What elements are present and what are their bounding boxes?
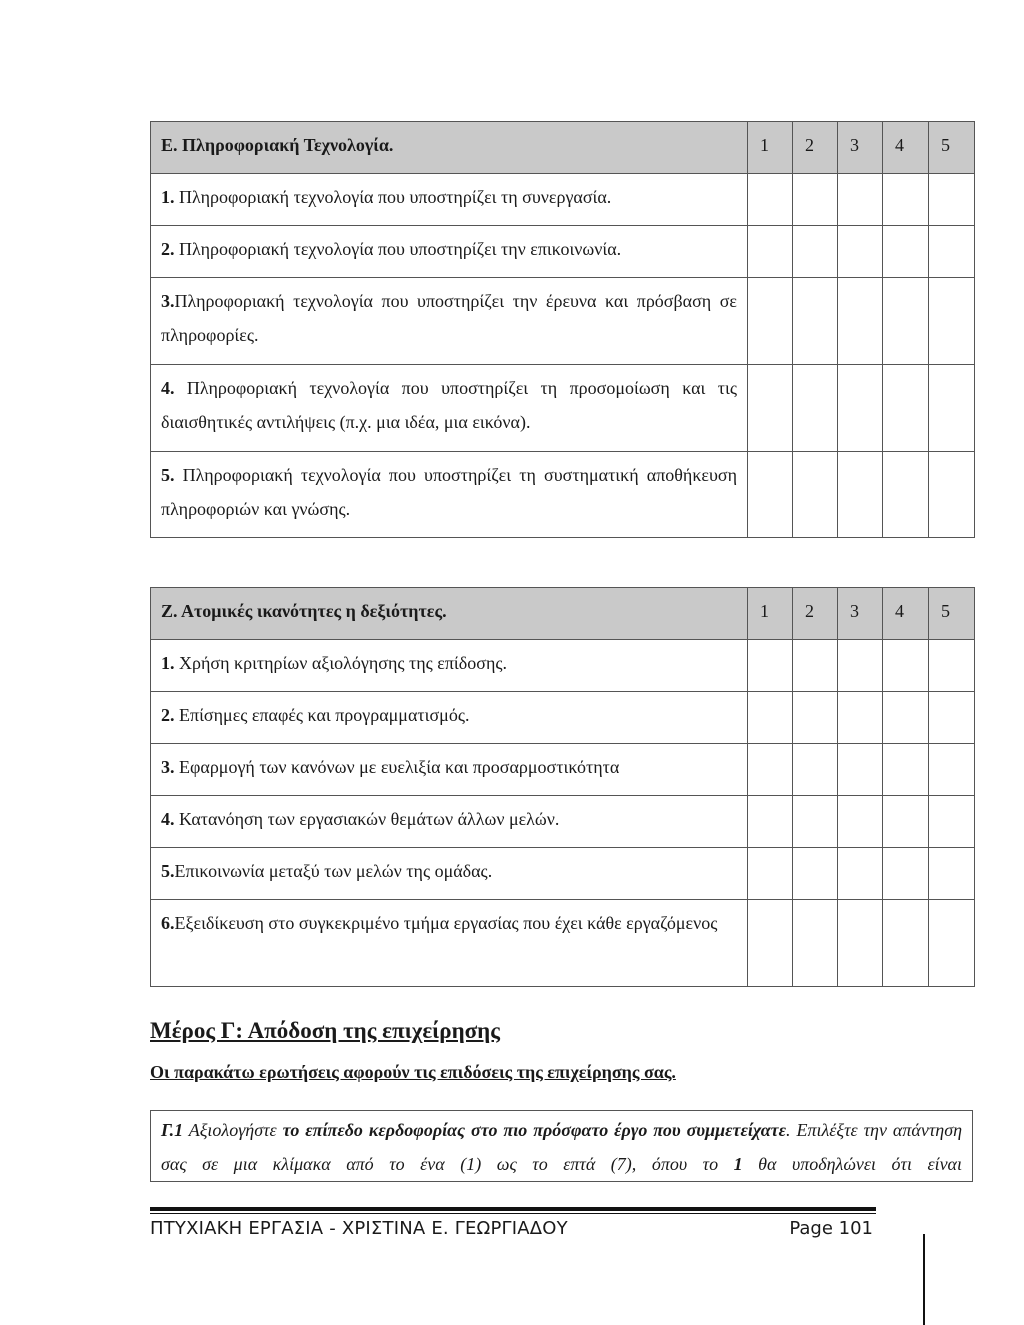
rating-cell-4[interactable]: [883, 796, 929, 848]
rating-cell-2[interactable]: [793, 900, 838, 987]
rating-cell-1[interactable]: [748, 226, 793, 278]
rating-cell-5[interactable]: [929, 278, 975, 365]
scale-1: 1: [748, 122, 793, 174]
question-cell: 3. Εφαρμογή των κανόνων με ευελιξία και προσαρμοστικότητα: [151, 744, 748, 796]
rating-cell-4[interactable]: [883, 365, 929, 452]
rating-cell-4[interactable]: [883, 278, 929, 365]
rating-cell-2[interactable]: [793, 796, 838, 848]
rating-cell-2[interactable]: [793, 174, 838, 226]
rating-cell-1[interactable]: [748, 796, 793, 848]
rating-cell-2[interactable]: [793, 744, 838, 796]
rating-cell-4[interactable]: [883, 226, 929, 278]
rating-cell-1[interactable]: [748, 848, 793, 900]
rating-cell-3[interactable]: [838, 848, 883, 900]
question-cell: 2. Επίσημες επαφές και προγραμματισμός.: [151, 692, 748, 744]
table-row: [151, 692, 975, 744]
rating-cell-3[interactable]: [838, 174, 883, 226]
rating-cell-1[interactable]: [748, 640, 793, 692]
scale-4: 4: [883, 588, 929, 640]
rating-cell-2[interactable]: [793, 848, 838, 900]
scale-3: 3: [838, 588, 883, 640]
question-g1-box: Γ.1 Αξιολογήστε το επίπεδο κερδοφορίας στο πιο πρόσφατο έργο που συμμετείχατε. Επιλέξτε την απάντηση σας σε μια κλίμακα από το ένα (1) ως το επτά (7), όπου το 1 θα υποδηλώνει ότι είναι: [150, 1110, 973, 1182]
rating-cell-4[interactable]: [883, 744, 929, 796]
table-row: [151, 744, 975, 796]
part-c-title: Μέρος Γ: Απόδοση της επιχείρησης: [150, 1018, 500, 1043]
question-cell: 5.Επικοινωνία μεταξύ των μελών της ομάδας.: [151, 848, 748, 900]
rating-cell-5[interactable]: [929, 744, 975, 796]
rating-cell-5[interactable]: [929, 226, 975, 278]
scale-3: 3: [838, 122, 883, 174]
rating-cell-4[interactable]: [883, 640, 929, 692]
table-row: [151, 226, 975, 278]
rating-cell-3[interactable]: [838, 744, 883, 796]
rating-cell-4[interactable]: [883, 452, 929, 538]
question-emphasis: το επίπεδο κερδοφορίας στο πιο πρόσφατο έργο που συμμετείχατε: [282, 1120, 787, 1140]
rating-cell-2[interactable]: [793, 365, 838, 452]
rating-cell-1[interactable]: [748, 900, 793, 987]
rating-cell-4[interactable]: [883, 900, 929, 987]
table-row: [151, 796, 975, 848]
scale-4: 4: [883, 122, 929, 174]
part-c-subtitle: Οι παρακάτω ερωτήσεις αφορούν τις επιδόσεις της επιχείρησης σας.: [150, 1062, 676, 1082]
rating-cell-5[interactable]: [929, 452, 975, 538]
rating-cell-3[interactable]: [838, 226, 883, 278]
question-cell: 1. Πληροφοριακή τεχνολογία που υποστηρίζει τη συνεργασία.: [151, 174, 748, 226]
question-cell: 4. Πληροφοριακή τεχνολογία που υποστηρίζει τη προσομοίωση και τις διαισθητικές αντιλήψεις (π.χ. μια ιδέα, μια εικόνα).: [151, 365, 748, 452]
table-row: [151, 848, 975, 900]
section-e-header-row: [151, 122, 975, 174]
section-z-header-row: [151, 588, 975, 640]
rating-cell-1[interactable]: [748, 174, 793, 226]
question-cell: 2. Πληροφοριακή τεχνολογία που υποστηρίζει την επικοινωνία.: [151, 226, 748, 278]
question-cell: 1. Χρήση κριτηρίων αξιολόγησης της επίδοσης.: [151, 640, 748, 692]
section-e-table: [150, 121, 975, 538]
rating-cell-5[interactable]: [929, 174, 975, 226]
scale-2: 2: [793, 122, 838, 174]
rating-cell-5[interactable]: [929, 848, 975, 900]
page-number: Page 101: [789, 1218, 873, 1239]
rating-cell-4[interactable]: [883, 174, 929, 226]
table-row: [151, 640, 975, 692]
rating-cell-3[interactable]: [838, 692, 883, 744]
scale-5: 5: [929, 122, 975, 174]
rating-cell-2[interactable]: [793, 278, 838, 365]
question-cell: 5. Πληροφοριακή τεχνολογία που υποστηρίζει τη συστηματική αποθήκευση πληροφοριών και γνώσης.: [151, 452, 748, 538]
question-cell: 6.Εξειδίκευση στο συγκεκριμένο τμήμα εργασίας που έχει κάθε εργαζόμενος: [151, 900, 748, 987]
rating-cell-1[interactable]: [748, 365, 793, 452]
rating-cell-2[interactable]: [793, 226, 838, 278]
margin-line: [923, 1234, 925, 1325]
rating-cell-5[interactable]: [929, 796, 975, 848]
rating-cell-5[interactable]: [929, 900, 975, 987]
rating-cell-2[interactable]: [793, 640, 838, 692]
section-e-title: Ε. Πληροφοριακή Τεχνολογία.: [151, 122, 748, 174]
footer-rule: [150, 1207, 876, 1214]
rating-cell-3[interactable]: [838, 900, 883, 987]
footer-author: ΠΤΥΧΙΑΚΗ ΕΡΓΑΣΙΑ - ΧΡΙΣΤΙΝΑ Ε. ΓΕΩΡΓΙΑΔΟΥ: [150, 1218, 568, 1239]
question-label: Γ.1: [161, 1120, 184, 1140]
section-z-title: Ζ. Ατομικές ικανότητες η δεξιότητες.: [151, 588, 748, 640]
table-row: [151, 365, 975, 452]
rating-cell-1[interactable]: [748, 278, 793, 365]
rating-cell-1[interactable]: [748, 692, 793, 744]
table-row: [151, 452, 975, 538]
table-row: [151, 174, 975, 226]
rating-cell-4[interactable]: [883, 848, 929, 900]
rating-cell-1[interactable]: [748, 744, 793, 796]
table-row: [151, 278, 975, 365]
rating-cell-1[interactable]: [748, 452, 793, 538]
section-z-table: [150, 587, 975, 987]
question-cell: 3.Πληροφοριακή τεχνολογία που υποστηρίζει την έρευνα και πρόσβαση σε πληροφορίες.: [151, 278, 748, 365]
scale-5: 5: [929, 588, 975, 640]
question-cell: 4. Κατανόηση των εργασιακών θεμάτων άλλων μελών.: [151, 796, 748, 848]
rating-cell-3[interactable]: [838, 640, 883, 692]
rating-cell-2[interactable]: [793, 452, 838, 538]
rating-cell-5[interactable]: [929, 365, 975, 452]
rating-cell-3[interactable]: [838, 452, 883, 538]
table-row: [151, 900, 975, 987]
rating-cell-5[interactable]: [929, 692, 975, 744]
rating-cell-2[interactable]: [793, 692, 838, 744]
rating-cell-3[interactable]: [838, 278, 883, 365]
rating-cell-3[interactable]: [838, 796, 883, 848]
rating-cell-4[interactable]: [883, 692, 929, 744]
rating-cell-5[interactable]: [929, 640, 975, 692]
scale-1: 1: [748, 588, 793, 640]
scale-2: 2: [793, 588, 838, 640]
rating-cell-3[interactable]: [838, 365, 883, 452]
